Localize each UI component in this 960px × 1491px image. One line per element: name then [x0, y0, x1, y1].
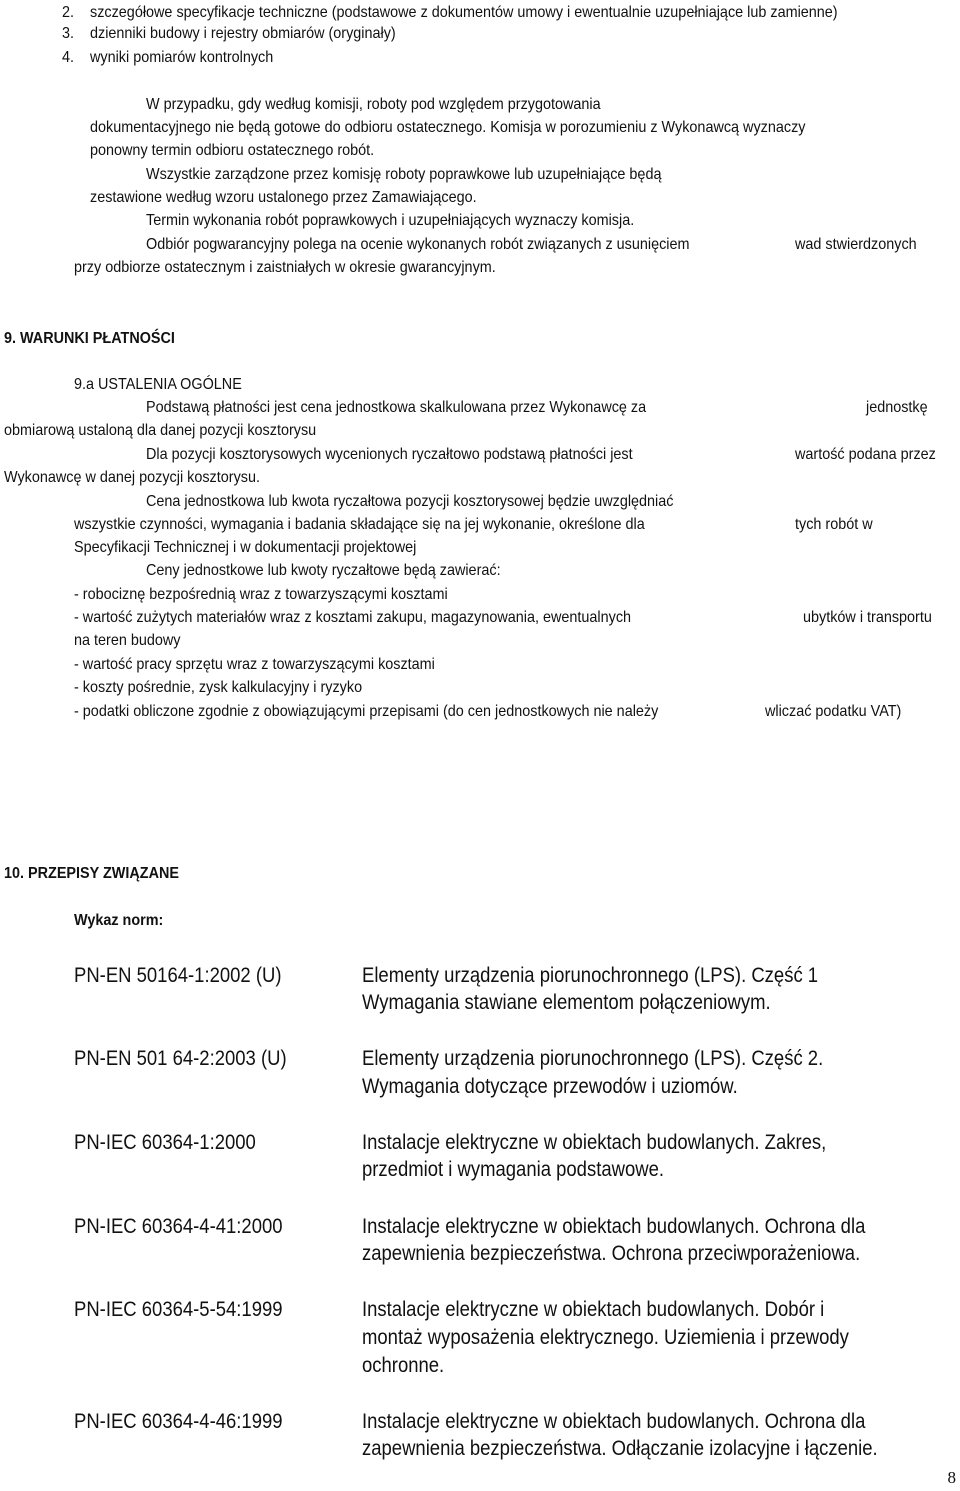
paragraph-line: W przypadku, gdy według komisji, roboty pod względem przygotowania: [146, 96, 601, 113]
bullet-line: - podatki obliczone zgodnie z obowiązującymi przepisami (do cen jednostkowych nie należy: [74, 703, 659, 720]
list-number: 2.: [62, 4, 75, 21]
paragraph-line: Specyfikacji Technicznej i w dokumentacji projektowej: [74, 539, 417, 556]
paragraph-line-end: tych robót w: [795, 516, 873, 533]
paragraph-line-end: jednostkę: [866, 399, 928, 416]
paragraph-line: Ceny jednostkowe lub kwoty ryczałtowe będą zawierać:: [146, 562, 501, 579]
list-item-text: dzienniki budowy i rejestry obmiarów (oryginały): [90, 25, 396, 42]
subsection-heading: 9.a USTALENIA OGÓLNE: [74, 376, 242, 393]
bullet-line-end: ubytków i transportu: [803, 609, 932, 626]
paragraph-line: Cena jednostkowa lub kwota ryczałtowa pozycji kosztorysowej będzie uwzględniać: [146, 493, 674, 510]
norm-code: PN-IEC 60364-4-41:2000: [74, 1215, 283, 1238]
norm-description: montaż wyposażenia elektrycznego. Uziemienia i przewody: [362, 1326, 849, 1349]
norm-description: Instalacje elektryczne w obiektach budowlanych. Ochrona dla: [362, 1215, 866, 1238]
list-number: 3.: [62, 25, 75, 42]
section-heading: 10. PRZEPISY ZWIĄZANE: [4, 865, 179, 882]
paragraph-line: przy odbiorze ostatecznym i zaistniałych w okresie gwarancyjnym.: [74, 259, 496, 276]
norms-list-label: Wykaz norm:: [74, 912, 164, 929]
paragraph-line: Odbiór pogwarancyjny polega na ocenie wykonanych robót związanych z usunięciem: [146, 236, 690, 253]
paragraph-line: ponowny termin odbioru ostatecznego robót.: [90, 142, 375, 159]
norm-code: PN-IEC 60364-5-54:1999: [74, 1298, 283, 1321]
norm-description: zapewnienia bezpieczeństwa. Ochrona przeciwporażeniowa.: [362, 1242, 861, 1265]
norm-code: PN-IEC 60364-4-46:1999: [74, 1410, 283, 1433]
bullet-line: - koszty pośrednie, zysk kalkulacyjny i ryzyko: [74, 679, 363, 696]
paragraph-line: obmiarową ustaloną dla danej pozycji kosztorysu: [4, 422, 317, 439]
list-item-text: szczegółowe specyfikacje techniczne (podstawowe z dokumentów umowy i ewentualnie uzupełniające lub zamienne): [90, 4, 838, 21]
norm-description: Wymagania dotyczące przewodów i uziomów.: [362, 1075, 738, 1098]
bullet-line: na teren budowy: [74, 632, 181, 649]
paragraph-line: Dla pozycji kosztorysowych wycenionych ryczałtowo podstawą płatności jest: [146, 446, 633, 463]
paragraph-line: Termin wykonania robót poprawkowych i uzupełniających wyznaczy komisja.: [146, 212, 635, 229]
page-number: 8: [947, 1468, 956, 1487]
norm-code: PN-EN 501 64-2:2003 (U): [74, 1047, 287, 1070]
section-heading: 9. WARUNKI PŁATNOŚCI: [4, 330, 175, 347]
norm-description: Instalacje elektryczne w obiektach budowlanych. Zakres,: [362, 1131, 827, 1154]
norm-code: PN-IEC 60364-1:2000: [74, 1131, 256, 1154]
norm-description: Instalacje elektryczne w obiektach budowlanych. Ochrona dla: [362, 1410, 866, 1433]
paragraph-line: zestawione według wzoru ustalonego przez Zamawiającego.: [90, 189, 477, 206]
norm-description: ochronne.: [362, 1354, 445, 1377]
paragraph-line: Wszystkie zarządzone przez komisję roboty poprawkowe lub uzupełniające będą: [146, 166, 662, 183]
paragraph-line-end: wartość podana przez: [795, 446, 936, 463]
norm-description: Elementy urządzenia piorunochronnego (LPS). Część 1: [362, 964, 819, 987]
norm-description: zapewnienia bezpieczeństwa. Odłączanie izolacyjne i łączenie.: [362, 1437, 878, 1460]
bullet-line-end: wliczać podatku VAT): [765, 703, 902, 720]
paragraph-line: dokumentacyjnego nie będą gotowe do odbioru ostatecznego. Komisja w porozumieniu z Wykonawcą wyznaczy: [90, 119, 806, 136]
paragraph-line: Wykonawcę w danej pozycji kosztorysu.: [4, 469, 260, 486]
list-number: 4.: [62, 49, 75, 66]
norm-description: Instalacje elektryczne w obiektach budowlanych. Dobór i: [362, 1298, 825, 1321]
bullet-line: - wartość pracy sprzętu wraz z towarzyszącymi kosztami: [74, 656, 435, 673]
norm-description: Elementy urządzenia piorunochronnego (LPS). Część 2.: [362, 1047, 824, 1070]
norm-code: PN-EN 50164-1:2002 (U): [74, 964, 282, 987]
norm-description: przedmiot i wymagania podstawowe.: [362, 1158, 664, 1181]
bullet-line: - robociznę bezpośrednią wraz z towarzyszącymi kosztami: [74, 586, 448, 603]
list-item-text: wyniki pomiarów kontrolnych: [90, 49, 274, 66]
paragraph-line: Podstawą płatności jest cena jednostkowa skalkulowana przez Wykonawcę za: [146, 399, 647, 416]
paragraph-line-end: wad stwierdzonych: [795, 236, 917, 253]
bullet-line: - wartość zużytych materiałów wraz z kosztami zakupu, magazynowania, ewentualnych: [74, 609, 632, 626]
paragraph-line: wszystkie czynności, wymagania i badania składające się na jej wykonanie, określone dla: [74, 516, 645, 533]
norm-description: Wymagania stawiane elementom połączeniowym.: [362, 991, 771, 1014]
